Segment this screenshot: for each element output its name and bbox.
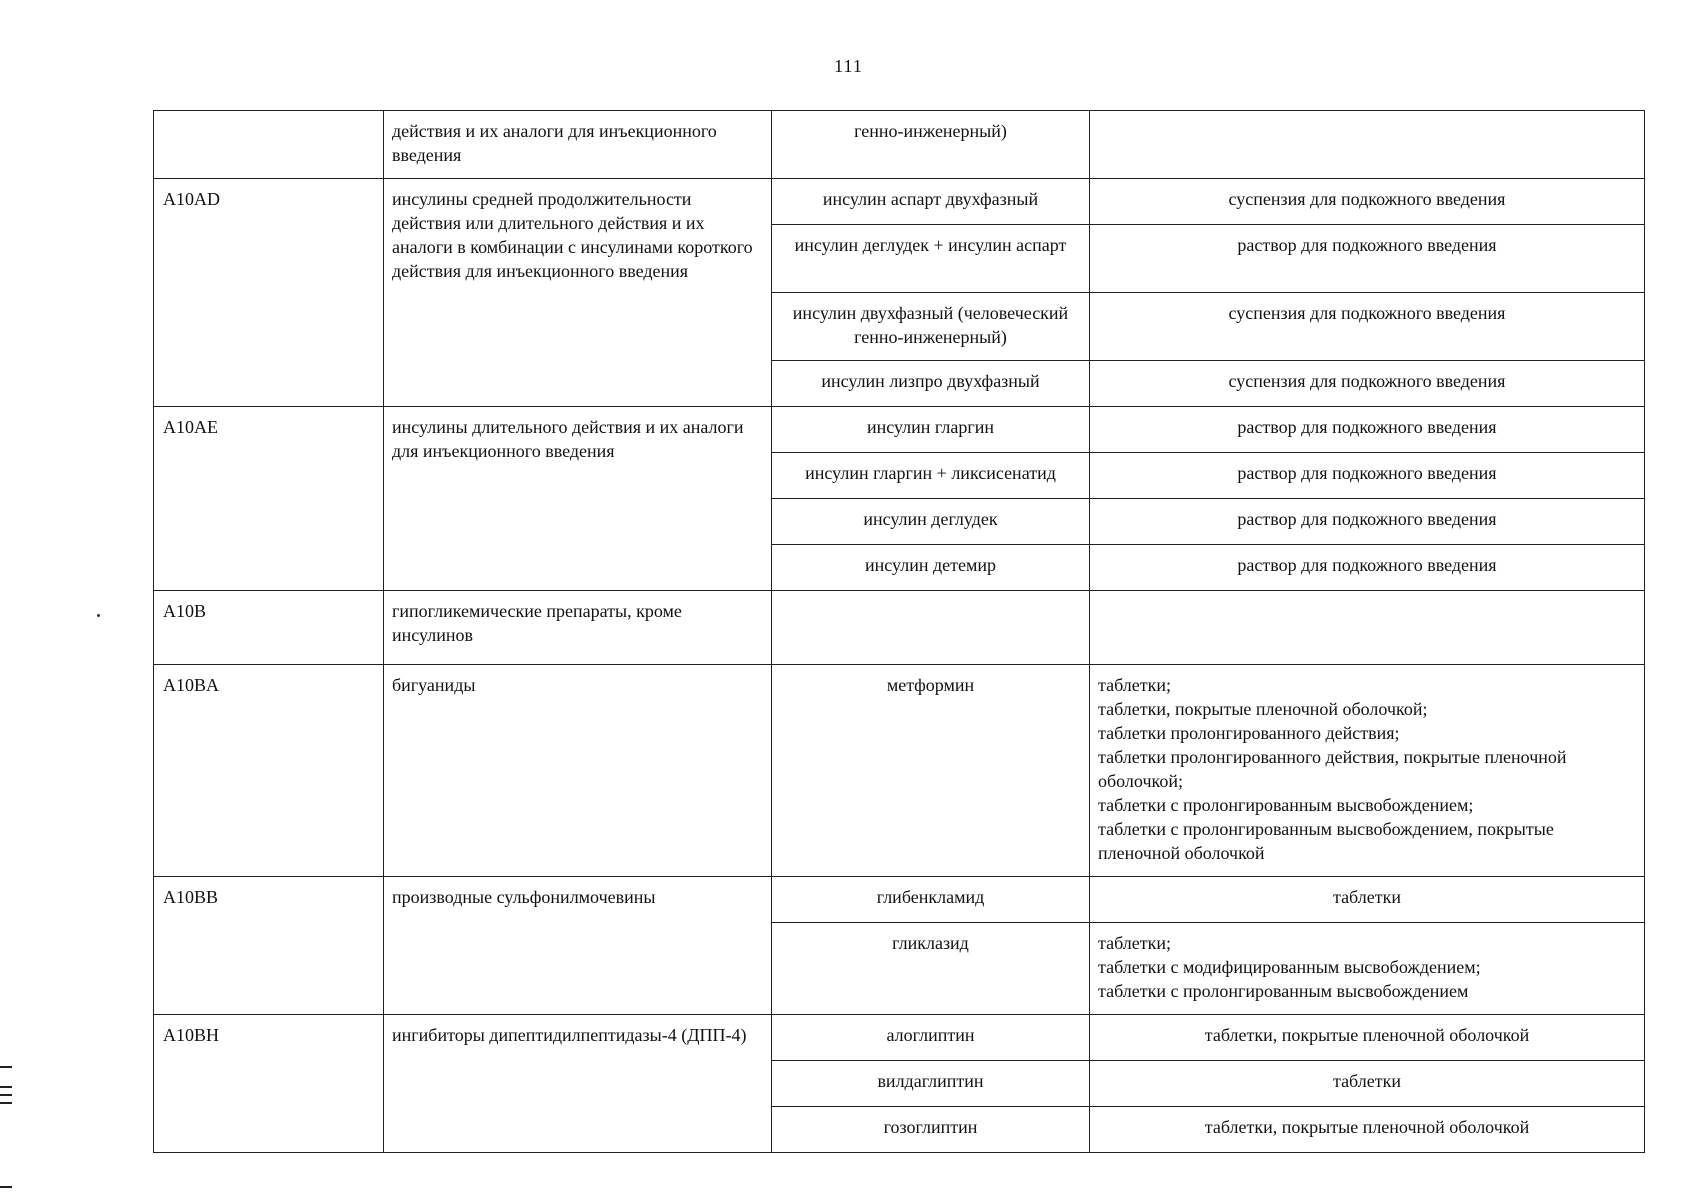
dosage-form-line: суспензия для подкожного введения <box>1228 371 1506 391</box>
dosage-form-line: таблетки, покрытые пленочной оболочкой; <box>1098 699 1428 719</box>
table-row <box>154 407 1645 453</box>
table-row <box>154 1015 1645 1061</box>
atc-code-cell <box>154 111 384 179</box>
atc-code-cell: A10BA <box>154 665 384 877</box>
dosage-form-line: таблетки с пролонгированным высвобождением <box>1098 981 1469 1001</box>
dosage-form-cell <box>1090 591 1645 665</box>
drug-name-cell: инсулин аспарт двухфазный <box>772 179 1090 225</box>
dosage-form-cell <box>1090 179 1645 225</box>
dosage-form-cell <box>1090 361 1645 407</box>
group-name-cell: действия и их аналоги для инъекционного введения <box>384 111 772 179</box>
table-row <box>154 877 1645 923</box>
drug-table <box>153 110 1645 1153</box>
scan-mark <box>0 1086 12 1088</box>
dosage-form-cell <box>1090 499 1645 545</box>
dosage-form-line: таблетки; <box>1098 675 1172 695</box>
dosage-form-cell <box>1090 453 1645 499</box>
group-name-cell: бигуаниды <box>384 665 772 877</box>
dosage-form-cell <box>1090 1015 1645 1061</box>
dosage-form-cell <box>1090 923 1645 1015</box>
dosage-form-line: таблетки с модифицированным высвобождением; <box>1098 957 1481 977</box>
drug-name-cell: инсулин лизпро двухфазный <box>772 361 1090 407</box>
drug-name-cell: инсулин деглудек <box>772 499 1090 545</box>
group-name-cell: производные сульфонилмочевины <box>384 877 772 1015</box>
drug-name-cell: метформин <box>772 665 1090 877</box>
drug-name-cell: вилдаглиптин <box>772 1061 1090 1107</box>
scan-mark <box>0 1094 12 1096</box>
dosage-form-line: суспензия для подкожного введения <box>1228 189 1506 209</box>
dosage-form-cell <box>1090 407 1645 453</box>
dosage-form-line: таблетки пролонгированного действия; <box>1098 723 1400 743</box>
dosage-form-line: таблетки <box>1332 1071 1401 1091</box>
table-row <box>154 179 1645 225</box>
dosage-form-line: раствор для подкожного введения <box>1237 509 1497 529</box>
dosage-form-line: таблетки; <box>1098 933 1172 953</box>
drug-name-cell: инсулин гларгин + ликсисенатид <box>772 453 1090 499</box>
scan-mark <box>0 1102 12 1104</box>
drug-name-cell: гозоглиптин <box>772 1107 1090 1153</box>
dosage-form-line: таблетки, покрытые пленочной оболочкой <box>1204 1117 1530 1137</box>
drug-name-cell: инсулин гларгин <box>772 407 1090 453</box>
atc-code-cell: A10AD <box>154 179 384 407</box>
table-row <box>154 665 1645 877</box>
table-row <box>154 591 1645 665</box>
scan-mark <box>0 1066 12 1068</box>
dosage-form-cell <box>1090 545 1645 591</box>
drug-name-cell: глибенкламид <box>772 877 1090 923</box>
dosage-form-line: раствор для подкожного введения <box>1237 555 1497 575</box>
dosage-form-cell <box>1090 665 1645 877</box>
dosage-form-cell <box>1090 225 1645 293</box>
dosage-form-line: таблетки <box>1332 887 1401 907</box>
drug-name-cell: гликлазид <box>772 923 1090 1015</box>
dosage-form-cell <box>1090 1107 1645 1153</box>
atc-code-cell: A10B <box>154 591 384 665</box>
atc-code-cell: A10BH <box>154 1015 384 1153</box>
dosage-form-line: раствор для подкожного введения <box>1237 417 1497 437</box>
drug-name-cell: инсулин детемир <box>772 545 1090 591</box>
group-name-cell: ингибиторы дипептидилпептидазы-4 (ДПП-4) <box>384 1015 772 1153</box>
atc-code-cell: A10AE <box>154 407 384 591</box>
dosage-form-line: таблетки пролонгированного действия, покрытые пленочной оболочкой; <box>1098 747 1567 791</box>
drug-name-cell: генно-инженерный) <box>772 111 1090 179</box>
drug-table-body <box>154 111 1645 1153</box>
atc-code-cell: A10BB <box>154 877 384 1015</box>
drug-name-cell: алоглиптин <box>772 1015 1090 1061</box>
group-name-cell: инсулины средней продолжительности действия или длительного действия и их аналоги в комбинации с инсулинами короткого действия для инъекционного введения <box>384 179 772 407</box>
dosage-form-line: таблетки, покрытые пленочной оболочкой <box>1204 1025 1530 1045</box>
dosage-form-cell <box>1090 877 1645 923</box>
group-name-cell: инсулины длительного действия и их аналоги для инъекционного введения <box>384 407 772 591</box>
dosage-form-line: раствор для подкожного введения <box>1237 235 1497 255</box>
page-number: 111 <box>834 56 863 76</box>
dosage-form-line: суспензия для подкожного введения <box>1228 303 1506 323</box>
dosage-form-line: таблетки с пролонгированным высвобождением, покрытые пленочной оболочкой <box>1098 819 1554 863</box>
drug-name-cell <box>772 591 1090 665</box>
table-row <box>154 111 1645 179</box>
scan-mark <box>0 1186 12 1188</box>
group-name-cell: гипогликемические препараты, кроме инсулинов <box>384 591 772 665</box>
scan-speck <box>97 614 100 617</box>
dosage-form-cell <box>1090 293 1645 361</box>
dosage-form-cell <box>1090 111 1645 179</box>
drug-name-cell: инсулин двухфазный (человеческий генно-инженерный) <box>772 293 1090 361</box>
drug-name-cell: инсулин деглудек + инсулин аспарт <box>772 225 1090 293</box>
dosage-form-line: таблетки с пролонгированным высвобождением; <box>1098 795 1474 815</box>
dosage-form-line: раствор для подкожного введения <box>1237 463 1497 483</box>
dosage-form-cell <box>1090 1061 1645 1107</box>
